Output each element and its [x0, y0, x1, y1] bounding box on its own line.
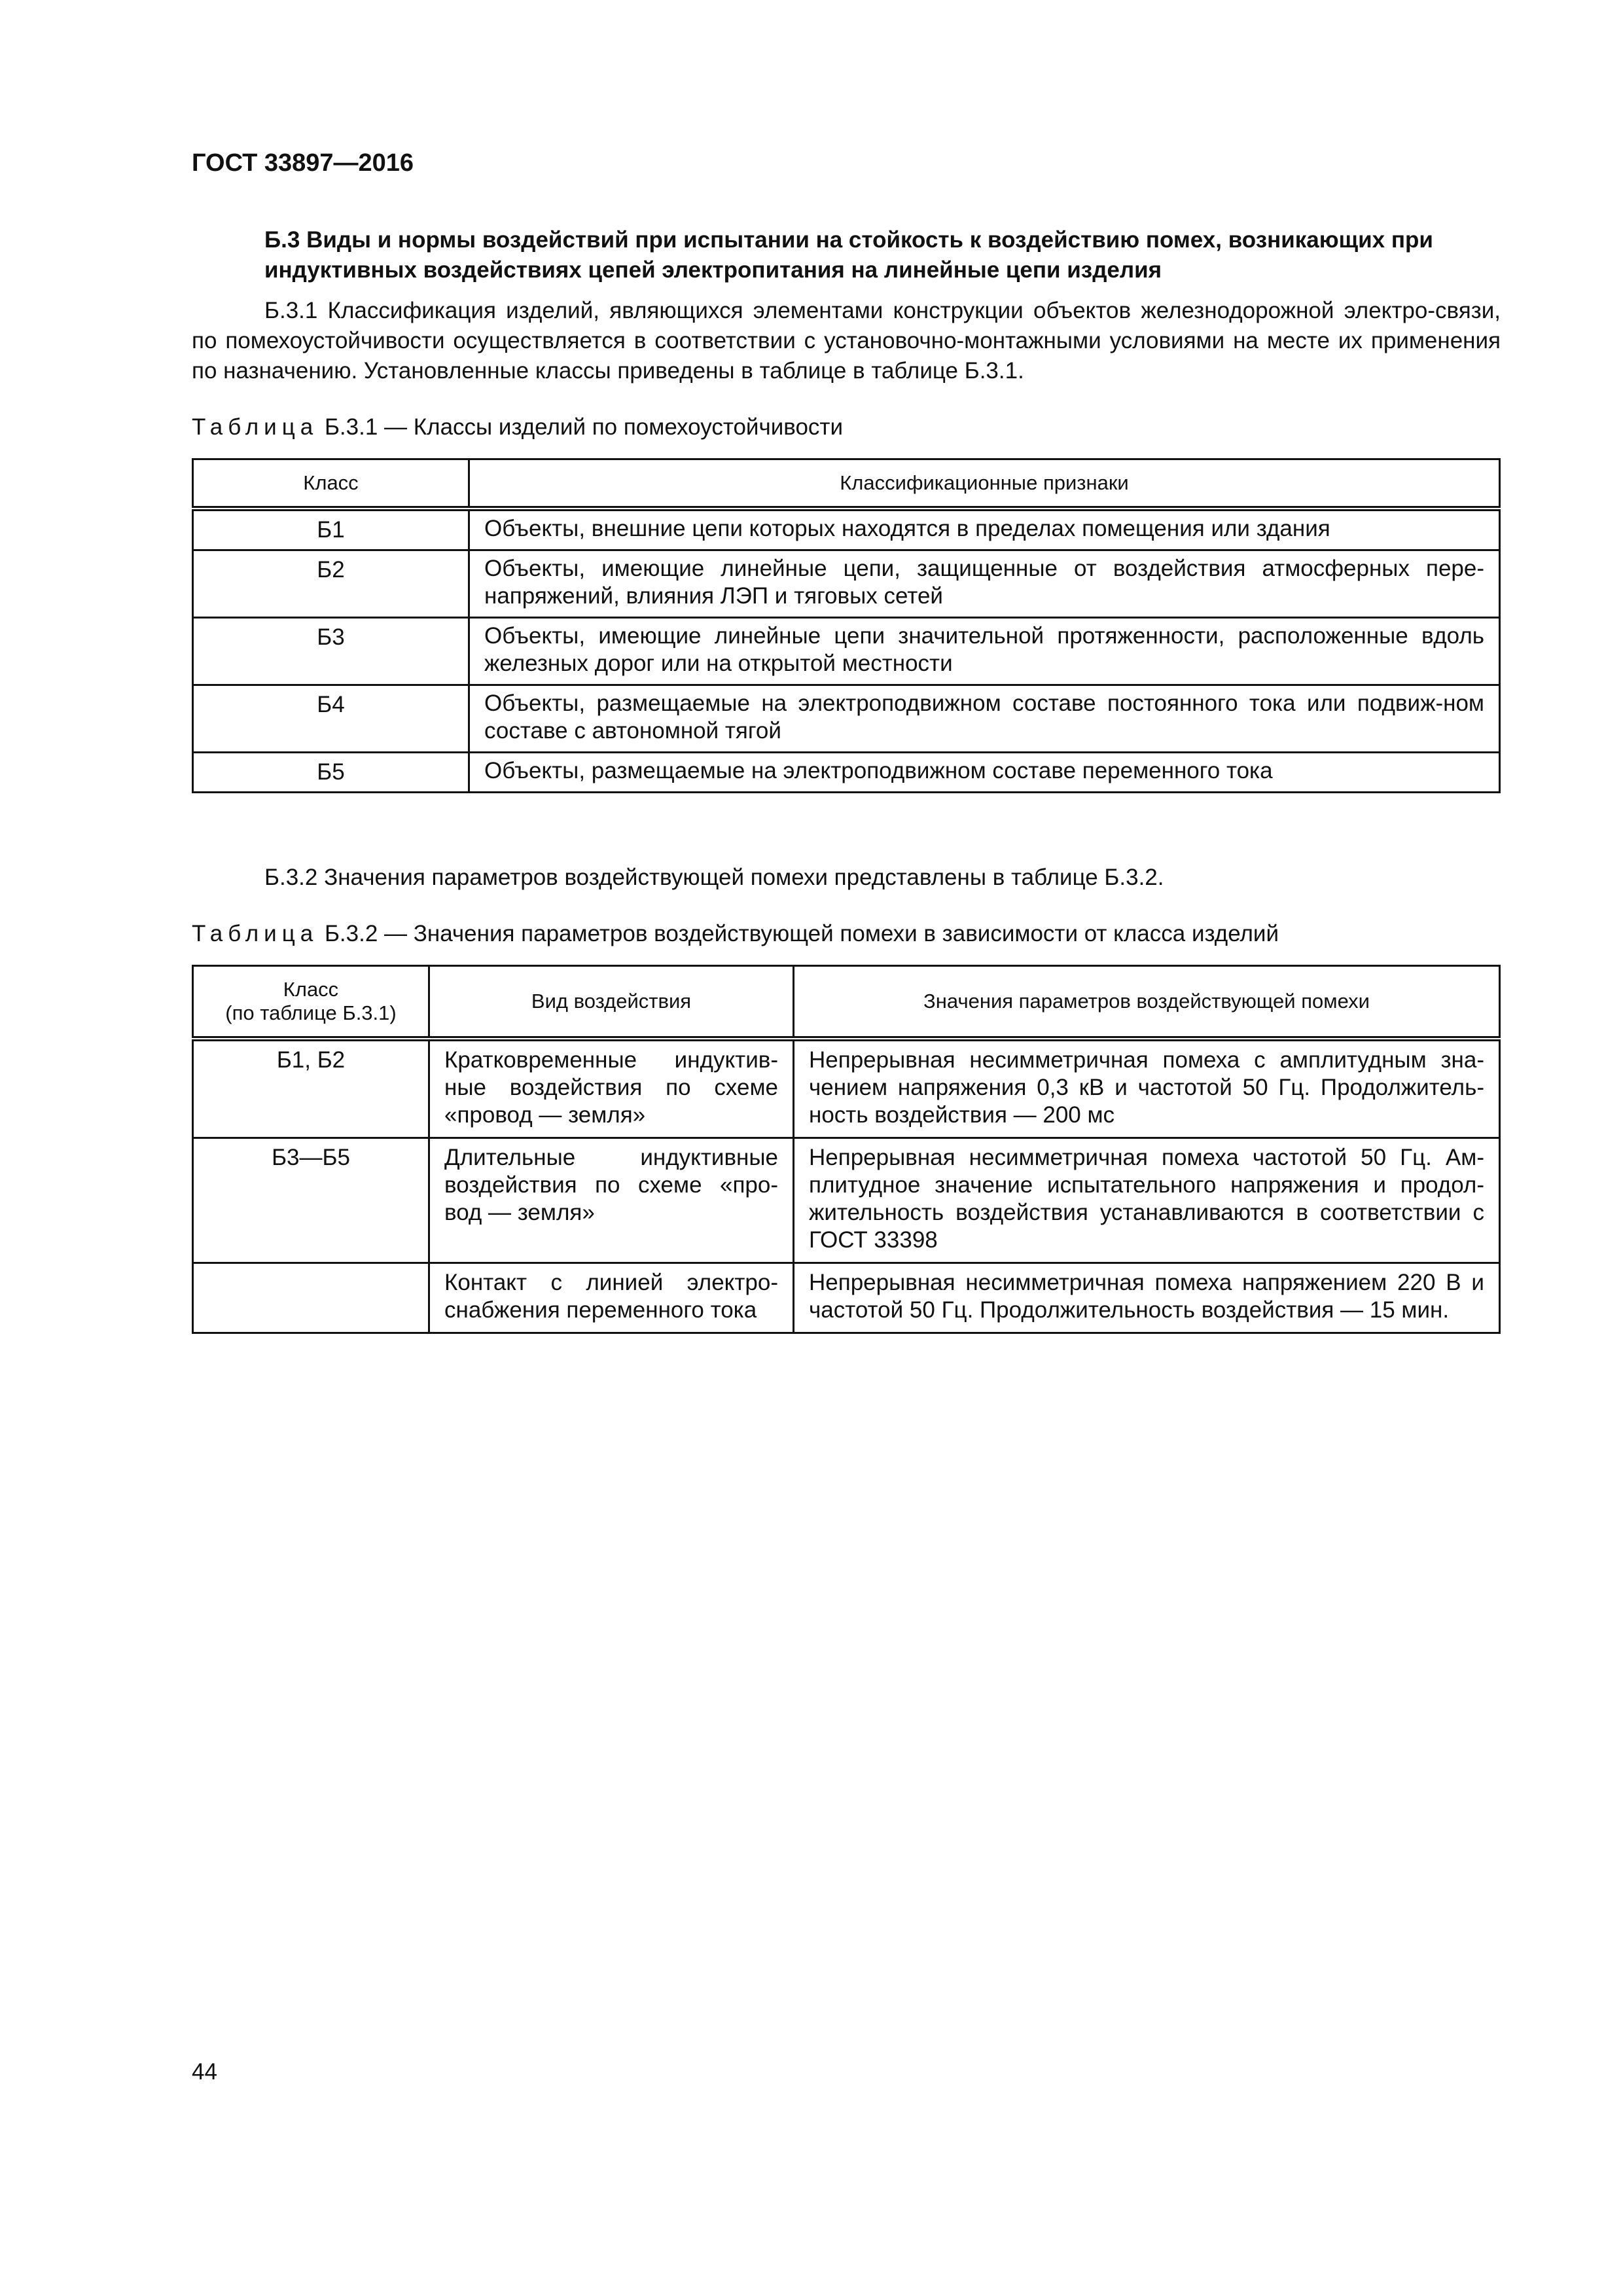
- table-row: [193, 618, 1500, 685]
- table1-caption: [192, 412, 843, 442]
- class-cell: Б1: [193, 509, 469, 550]
- table-row: [193, 1039, 1500, 1138]
- paragraph-b31: [192, 296, 1501, 386]
- description-cell: Объекты, размещаемые на электроподвижном составе переменного тока: [469, 753, 1500, 793]
- section-title: Б.3 Виды и нормы воздействий при испытании на стойкость к воздействию помех, возникающих при индуктивных воздействиях цепей электропитания на линейные цепи изделия: [264, 227, 1433, 283]
- description-cell: Объекты, внешние цепи которых находятся в пределах помещения или здания: [469, 509, 1500, 550]
- description-cell: Объекты, имеющие линейные цепи, защищенные от воздействия атмосферных пере-напряжений, влияния ЛЭП и тяговых сетей: [469, 550, 1500, 618]
- class-cell: Б3: [193, 618, 469, 685]
- table-b32: [192, 965, 1501, 1334]
- paragraph-b32-text: Б.3.2 Значения параметров воздействующей помехи представлены в таблице Б.3.2.: [264, 865, 1164, 890]
- table-row: [193, 685, 1500, 753]
- table-row: [193, 753, 1500, 793]
- paragraph-b32: [192, 863, 1501, 893]
- table1-header-class: Класс: [193, 459, 469, 509]
- paragraph-b31-text: Б.3.1 Классификация изделий, являющихся элементами конструкции объектов железнодорожной электро-связи, по помехоустойчивости осуществляется в соответствии с установочно-монтажными условиями на месте их применения по назначению. Установленные классы приведены в таблице в таблице Б.3.1.: [192, 298, 1501, 384]
- kind-cell: Длительные индуктивные воздействия по схеме «про-вод — земля»: [429, 1138, 794, 1263]
- description-cell: Объекты, размещаемые на электроподвижном составе постоянного тока или подвиж-ном составе с автономной тягой: [469, 685, 1500, 753]
- class-cell: Б1, Б2: [193, 1039, 429, 1138]
- value-cell: Непрерывная несимметричная помеха напряжением 220 В и частотой 50 Гц. Продолжительность воздействия — 15 мин.: [794, 1263, 1500, 1333]
- table-row: [193, 550, 1500, 618]
- table1-caption-prefix: Таблица: [192, 414, 319, 440]
- value-cell: Непрерывная несимметричная помеха с амплитудным зна-чением напряжения 0,3 кВ и частотой 50 Гц. Продолжитель-ность воздействия — 200 мс: [794, 1039, 1500, 1138]
- table2-header-kind: Вид воздействия: [429, 966, 794, 1039]
- description-cell: Объекты, имеющие линейные цепи значительной протяженности, расположенные вдоль железных дорог или на открытой местности: [469, 618, 1500, 685]
- table2-header-class: [193, 966, 429, 1039]
- page-number: 44: [192, 2059, 217, 2085]
- value-cell: Непрерывная несимметричная помеха частотой 50 Гц. Ам-плитудное значение испытательного напряжения и продол-жительность воздействия устанавливаются в соответствии с ГОСТ 33398: [794, 1138, 1500, 1263]
- table2-header-values: Значения параметров воздействующей помехи: [794, 966, 1500, 1039]
- table-row: [193, 1138, 1500, 1263]
- table2-caption-text: Б.3.2 — Значения параметров воздействующей помехи в зависимости от класса изделий: [318, 921, 1279, 946]
- document-header: ГОСТ 33897—2016: [192, 149, 414, 177]
- table-row: [193, 509, 1500, 550]
- table2-header-class-line2: (по таблице Б.3.1): [225, 1001, 397, 1024]
- class-cell: [193, 1263, 429, 1333]
- class-cell: Б4: [193, 685, 469, 753]
- table1-header-row: [193, 459, 1500, 509]
- kind-cell: Контакт с линией электро-снабжения переменного тока: [429, 1263, 794, 1333]
- table2-header-row: [193, 966, 1500, 1039]
- table-b31: [192, 458, 1501, 793]
- table-row: [193, 1263, 1500, 1333]
- kind-cell: Кратковременные индуктив-ные воздействия по схеме «провод — земля»: [429, 1039, 794, 1138]
- table1-header-features: Классификационные признаки: [469, 459, 1500, 509]
- table2-header-class-line1: Класс: [283, 978, 339, 1001]
- class-cell: Б5: [193, 753, 469, 793]
- table2-caption-prefix: Таблица: [192, 921, 319, 946]
- table2-caption: [192, 919, 1279, 949]
- class-cell: Б3—Б5: [193, 1138, 429, 1263]
- table1-caption-text: Б.3.1 — Классы изделий по помехоустойчивости: [318, 414, 844, 440]
- class-cell: Б2: [193, 550, 469, 618]
